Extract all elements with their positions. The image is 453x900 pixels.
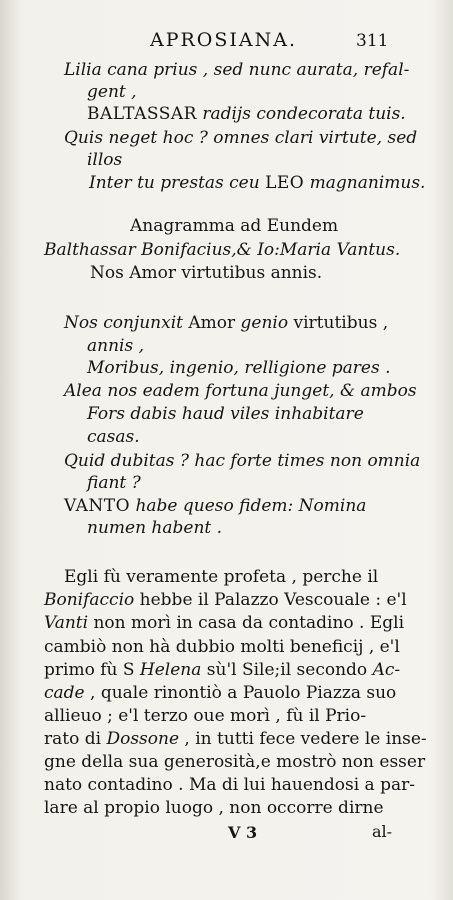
prose-line: nato contadino . Ma di lui hauendosi a par-	[44, 775, 415, 795]
prose-line: Bonifaccio hebbe il Palazzo Vescouale : e'l	[44, 590, 407, 610]
anagram-result: Nos Amor virtutibus annis.	[90, 263, 323, 283]
verse-line: Lilia cana prius , sed nunc aurata, refal-	[64, 60, 410, 80]
page-number: 311	[356, 31, 389, 51]
verse-line: Quis neget hoc ? omnes clari virtute, sed	[64, 128, 418, 148]
prose-line: gne della sua generosità,e mostrò non esser	[44, 752, 426, 772]
verse-line: Nos conjunxit Amor genio virtutibus ,	[64, 313, 389, 333]
prose-line: lare al propio luogo , non occorre dirne	[44, 798, 384, 818]
verse-line: gent ,	[87, 82, 137, 102]
verse-line: illos	[87, 150, 123, 170]
prose-line: rato di Dossone , in tutti fece vedere le inse-	[44, 729, 427, 749]
verse-line: annis ,	[87, 336, 145, 356]
prose-line: cade , quale rinontiò a Pauolo Piazza suo	[44, 683, 397, 703]
prose-line: Vanti non morì in casa da contadino . Egli	[44, 613, 405, 633]
verse-line: Quid dubitas ? hac forte times non omnia	[64, 451, 421, 471]
verse-line: numen habent .	[87, 518, 223, 538]
verse-line: Inter tu prestas ceu LEO magnanimus.	[89, 173, 426, 193]
verse-line: Fors dabis haud viles inhabitare	[87, 404, 364, 424]
signature-mark: V 3	[228, 823, 258, 842]
prose-line: allieuo ; e'l terzo oue morì , fù il Prio-	[44, 706, 367, 726]
prose-line: cambiò non hà dubbio molti beneficij , e'l	[44, 637, 400, 657]
verse-line: Moribus, ingenio, relligione pares .	[87, 358, 391, 378]
verse-line: fiant ?	[87, 473, 141, 493]
verse-line: Alea nos eadem fortuna junget, & ambos	[64, 381, 417, 401]
anagram-names: Balthassar Bonifacius,& Io:Maria Vantus.	[44, 240, 401, 260]
prose-line: primo fù S Helena sù'l Sile;il secondo Ac-	[44, 660, 401, 680]
running-title: APROSIANA.	[150, 29, 298, 51]
verse-line: VANTO habe queso fidem: Nomina	[64, 496, 367, 516]
prose-line: Egli fù veramente profeta , perche il	[64, 567, 379, 587]
catchword: al-	[372, 822, 393, 841]
verse-line: casas.	[87, 427, 140, 447]
anagram-title: Anagramma ad Eundem	[130, 216, 339, 236]
verse-line: BALTASSAR radijs condecorata tuis.	[87, 104, 406, 124]
